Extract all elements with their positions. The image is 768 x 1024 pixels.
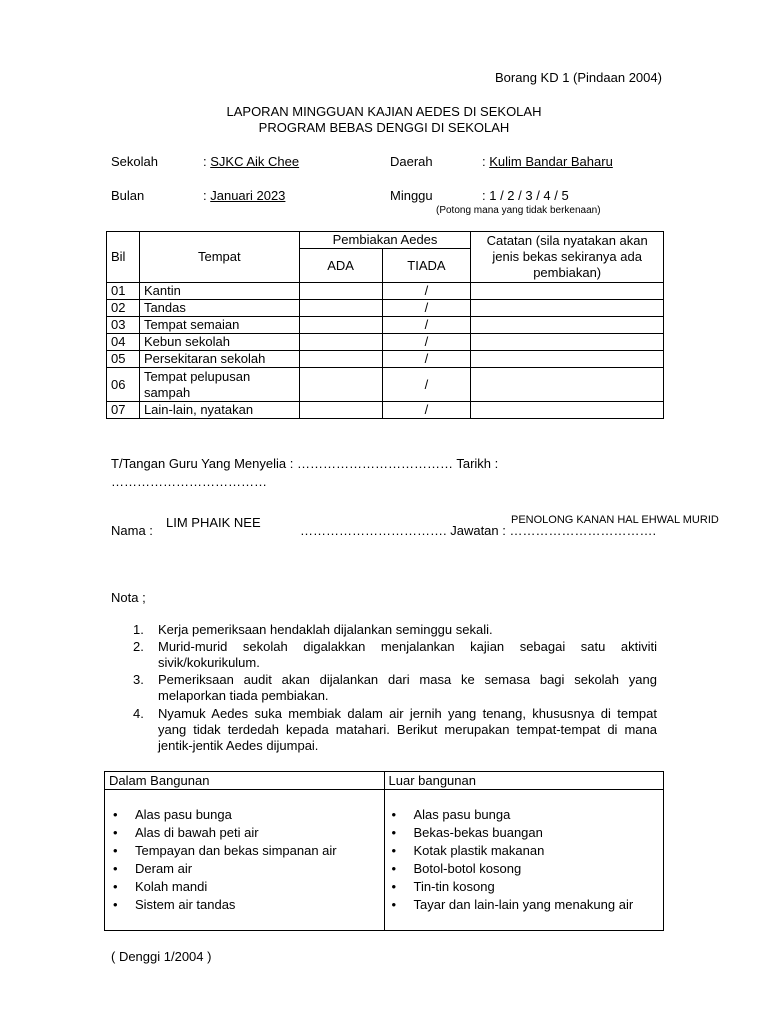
header-tiada: TIADA: [382, 249, 471, 283]
header-pembiakan: Pembiakan Aedes: [299, 232, 471, 249]
nota-item-number: 1.: [133, 622, 144, 637]
table-row: [107, 334, 664, 351]
list-item-text: Alas di bawah peti air: [135, 825, 259, 840]
footer-reference: ( Denggi 1/2004 ): [111, 949, 212, 964]
list-item-text: Deram air: [135, 861, 193, 876]
locations-table: [104, 771, 664, 931]
tarikh-dots: ………………………………: [111, 474, 267, 489]
daerah-label: Daerah: [390, 154, 433, 169]
row-ada[interactable]: [299, 402, 382, 419]
table-row: [107, 300, 664, 317]
header-catatan: Catatan (sila nyatakan akan jenis bekas sekiranya ada pembiakan): [471, 232, 664, 283]
list-item-text: Tin-tin kosong: [413, 879, 495, 894]
row-ada[interactable]: [299, 317, 382, 334]
list-item-text: Kolah mandi: [135, 879, 208, 894]
sekolah-value: SJKC Aik Chee: [210, 154, 300, 169]
minggu-note: (Potong mana yang tidak berkenaan): [436, 205, 601, 216]
row-ada[interactable]: [299, 283, 382, 300]
list-item-text: Alas pasu bunga: [135, 807, 232, 822]
signature-line: T/Tangan Guru Yang Menyelia : ……………………………… Tarikh :: [111, 456, 499, 471]
header-ada: ADA: [299, 249, 382, 283]
table-row: [107, 368, 664, 402]
row-bil: 04: [107, 334, 140, 351]
row-catatan[interactable]: [471, 351, 664, 368]
bullet-icon: •: [113, 897, 118, 912]
bullet-icon: •: [113, 825, 118, 840]
row-tempat: Kantin: [139, 283, 299, 300]
form-code: Borang KD 1 (Pindaan 2004): [495, 70, 662, 85]
bulan-value: Januari 2023: [210, 188, 286, 203]
list-item-text: Alas pasu bunga: [413, 807, 511, 822]
row-bil: 05: [107, 351, 140, 368]
row-ada[interactable]: [299, 334, 382, 351]
bulan-label: Bulan: [111, 188, 145, 203]
row-ada[interactable]: [299, 300, 382, 317]
row-tiada[interactable]: /: [382, 317, 471, 334]
row-tempat: Lain-lain, nyatakan: [139, 402, 299, 419]
sekolah-field: [203, 154, 299, 169]
dalam-header: Dalam Bangunan: [105, 772, 385, 790]
row-ada[interactable]: [299, 351, 382, 368]
bullet-icon: •: [391, 879, 397, 894]
bullet-icon: •: [113, 843, 118, 858]
row-bil: 07: [107, 402, 140, 419]
bulan-colon: :: [203, 188, 211, 203]
luar-header: Luar bangunan: [384, 772, 664, 790]
minggu-label: Minggu: [390, 188, 433, 203]
bullet-icon: •: [113, 861, 118, 876]
row-ada[interactable]: [299, 368, 382, 402]
row-tempat: Kebun sekolah: [139, 334, 299, 351]
row-tiada[interactable]: /: [382, 402, 471, 419]
row-tempat: Tempat semaian: [139, 317, 299, 334]
dalam-list: [105, 790, 385, 931]
row-bil: 06: [107, 368, 140, 402]
row-tempat: Persekitaran sekolah: [139, 351, 299, 368]
table-row: [107, 317, 664, 334]
bulan-field: [203, 188, 285, 203]
nota-item-text: Kerja pemeriksaan hendaklah dijalankan seminggu sekali.: [158, 622, 493, 637]
table-row: [107, 283, 664, 300]
jawatan-value: PENOLONG KANAN HAL EHWAL MURID: [511, 514, 719, 526]
page-subtitle: PROGRAM BEBAS DENGGI DI SEKOLAH: [258, 120, 510, 135]
row-tempat: Tempat pelupusan sampah: [139, 368, 299, 402]
row-catatan[interactable]: [471, 368, 664, 402]
row-tempat: Tandas: [139, 300, 299, 317]
list-item-text: Kotak plastik makanan: [413, 843, 545, 858]
list-item-text: Tempayan dan bekas simpanan air: [135, 843, 337, 858]
row-catatan[interactable]: [471, 317, 664, 334]
page-title: LAPORAN MINGGUAN KAJIAN AEDES DI SEKOLAH: [226, 104, 542, 119]
list-item-text: Sistem air tandas: [135, 897, 236, 912]
bullet-icon: •: [113, 879, 118, 894]
bullet-icon: •: [391, 807, 397, 822]
header-bil: Bil: [107, 232, 140, 283]
row-bil: 03: [107, 317, 140, 334]
list-item-text: Bekas-bekas buangan: [413, 825, 543, 840]
nota-item-text: Nyamuk Aedes suka membiak dalam air jernih yang tenang, khususnya di tempat yang tidak terdedah kepada matahari. Berikut merupakan tempat-tempat di mana jentik-jentik Aedes dijumpai.: [158, 706, 657, 753]
row-catatan[interactable]: [471, 334, 664, 351]
bullet-icon: •: [113, 807, 118, 822]
bullet-icon: •: [391, 843, 397, 858]
table-row: [107, 402, 664, 419]
row-tiada[interactable]: /: [382, 334, 471, 351]
row-tiada[interactable]: /: [382, 283, 471, 300]
row-tiada[interactable]: /: [382, 368, 471, 402]
header-tempat: Tempat: [139, 232, 299, 283]
list-item-text: Botol-botol kosong: [413, 861, 522, 876]
minggu-value: : 1 / 2 / 3 / 4 / 5: [482, 188, 569, 203]
daerah-field: [482, 154, 613, 169]
sekolah-colon: :: [203, 154, 211, 169]
nama-jawatan-dots: ……………………………. Jawatan : …………………………….: [300, 523, 657, 538]
table-row: [107, 351, 664, 368]
row-bil: 01: [107, 283, 140, 300]
row-bil: 02: [107, 300, 140, 317]
bullet-icon: •: [391, 861, 397, 876]
nota-item-text: Murid-murid sekolah digalakkan menjalankan kajian sebagai satu aktiviti sivik/kokurikulum.: [158, 639, 657, 670]
daerah-colon: :: [482, 154, 490, 169]
bullet-icon: •: [391, 897, 397, 912]
luar-list: [384, 790, 664, 931]
bullet-icon: •: [391, 825, 397, 840]
daerah-value: Kulim Bandar Baharu: [489, 154, 613, 169]
row-catatan[interactable]: [471, 402, 664, 419]
inspection-table: [106, 231, 664, 419]
nota-label: Nota ;: [111, 590, 146, 605]
nama-label: Nama :: [111, 523, 153, 538]
nota-item-text: Pemeriksaan audit akan dijalankan dari masa ke semasa bagi sekolah yang melaporkan tiada pembiakan.: [158, 672, 657, 703]
row-tiada[interactable]: /: [382, 351, 471, 368]
nota-item-number: 4.: [133, 706, 144, 721]
nama-value: LIM PHAIK NEE: [166, 515, 261, 530]
row-catatan[interactable]: [471, 300, 664, 317]
row-catatan[interactable]: [471, 283, 664, 300]
list-item-text: Tayar dan lain-lain yang menakung air: [413, 897, 634, 912]
row-tiada[interactable]: /: [382, 300, 471, 317]
sekolah-label: Sekolah: [111, 154, 158, 169]
nota-item-number: 3.: [133, 672, 144, 687]
nota-item-number: 2.: [133, 639, 144, 654]
